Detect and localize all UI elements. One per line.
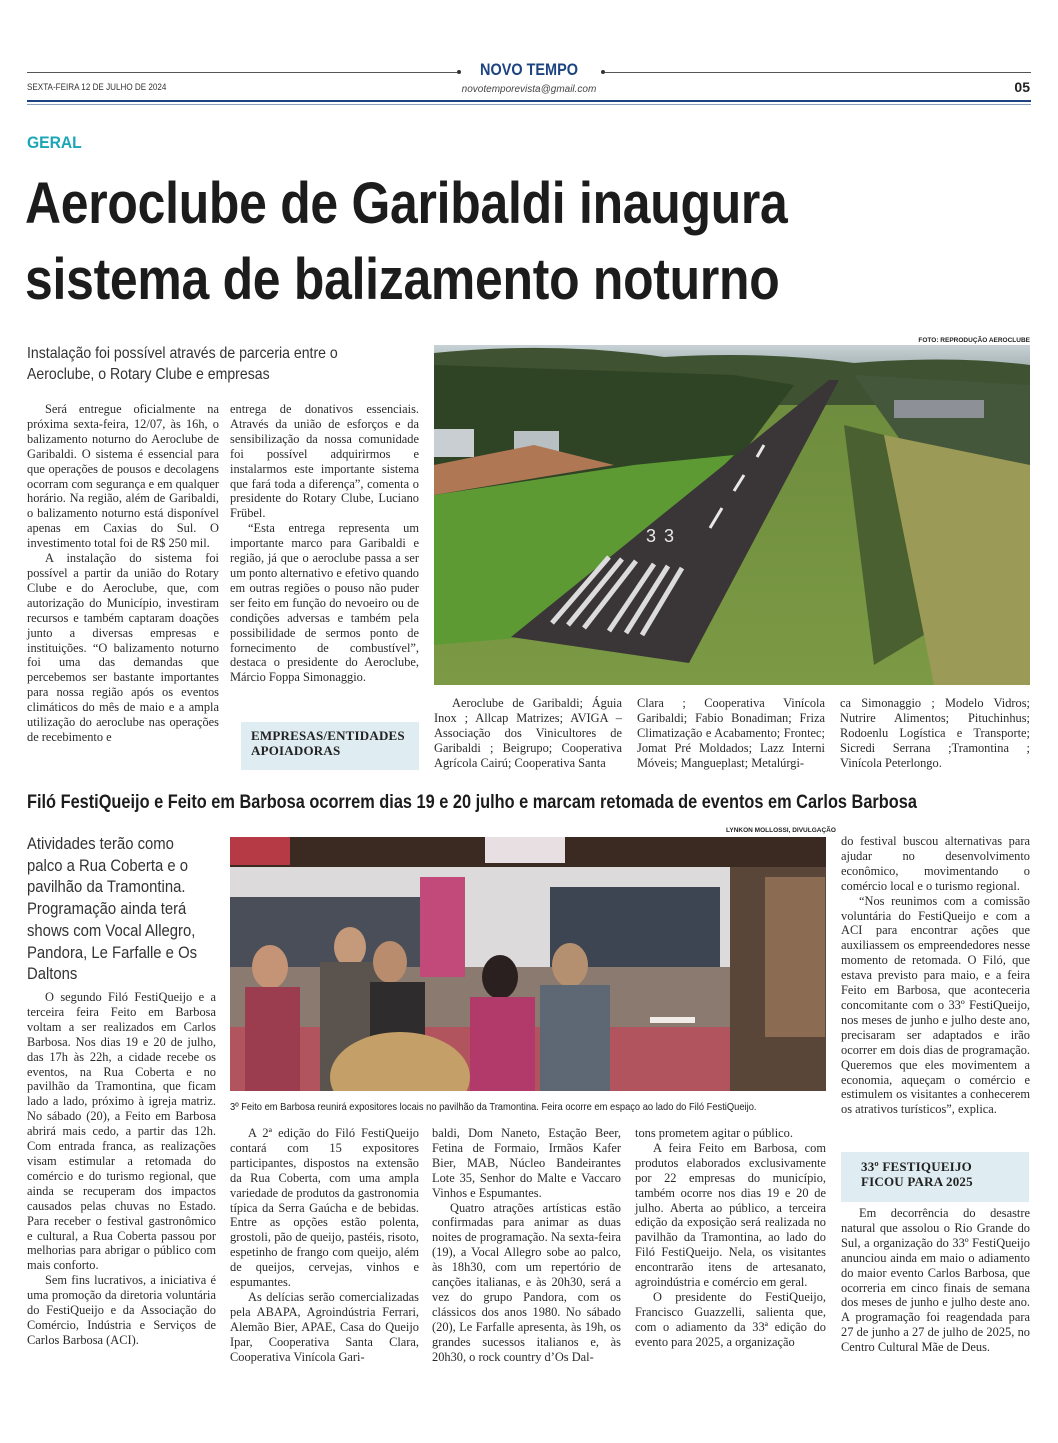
header-divider (27, 100, 1031, 102)
paragraph: Quatro atrações artísticas estão confirmadas para animar as duas noites de programação. Na sexta-feira (19), a Vocal Allegro sobe ao palco, às 18h30, com um repertório de canções italianas, e às 20h30, será a vez do grupo Pandora, com os clássicos dos anos 1980. No sábado (20), Le Farfalle apresenta, às 19h, os grandes sucessos italianos e, às 20h30, o rock country d’Os Dal- (432, 1200, 621, 1364)
runway-aerial-photo (434, 345, 1030, 685)
article2-photo-credit: LYNKON MOLLOSSI, DIVULGAÇÃO (726, 827, 836, 834)
article2-column-5 (841, 834, 1030, 1117)
paragraph: tons prometem agitar o público. (635, 1126, 793, 1140)
paragraph: do festival buscou alternativas para ajudar no desenvolvimento econômico, movimentando o comércio local e o turismo regional. (841, 834, 1030, 893)
supporters-box-title: EMPRESAS/ENTIDADES APOIADORAS (251, 728, 405, 758)
paragraph: O presidente do FestiQueijo, Francisco Guazzelli, salienta que, com o adiamento da 33ª edição do evento para 2025, a organização (635, 1289, 826, 1349)
supporters-list-col-3: ca Simonaggio ; Modelo Vidros; Nutrire Alimentos; Pituchinhus; Rodoenlu Logística e Transporte; Sicredi Serrana ;Tramontina ; Vinícola Peterlongo. (840, 696, 1030, 770)
article1-photo-credit: FOTO: REPRODUÇÃO AEROCLUBE (918, 337, 1030, 344)
supporters-list-col-2: Clara ; Cooperativa Vinícola Garibaldi; Fabio Bonadiman; Friza Climatização e Acabamento; Frontec; Jomat Pré Moldados; Lazz Interni Móveis; Mangueplast; Metalúrgi- (637, 696, 825, 770)
paragraph: O segundo Filó FestiQueijo e a terceira feira Feito em Barbosa voltam a ser realizados em Carlos Barbosa. Nos dias 19 e 20 de julho, das 17h às 22h, a cidade recebe os eventos, na Rua Coberta e no pavilhão da Tramontina, que ficam lado a lado, próximo à igreja matriz. No sábado (20), a Feito em Barbosa abrirá mais cedo, a partir das 12h. Com entrada franca, as realizações visam estimular a retomada do comércio e do turismo regional, que ainda se recuperam dos impactos causados pelas chuvas no Estado. Para receber o festival gastronômico e cultural, a Rua Coberta passou por melhorias para abrigar o público com mais conforto. (27, 990, 216, 1273)
runway-photo-illustration (434, 345, 1030, 685)
article1-subhead: Instalação foi possível através de parceria entre o Aeroclube, o Rotary Clube e empresas (27, 345, 338, 383)
article1-headline-line1: Aeroclube de Garibaldi inaugura (25, 171, 788, 236)
paragraph: A feira Feito em Barbosa, com produtos elaborados exclusivamente por 22 empresas do município, também ocorre nos dias 19 e 20 de julho. Aberta ao público, a terceira edição da exposição será realizada no pavilhão da Tramontina, ao lado do Filó FestiQueijo. Nela, os visitantes encontrarão itens de artesanato, agroindústria e comércio em geral. (635, 1140, 826, 1290)
supporters-list-col-1: Aeroclube de Garibaldi; Águia Inox ; Allcap Matrizes; AVIGA – Associação dos Vinicultores de Garibaldi ; Beigrupo; Cooperativa Agrícola Cairú; Cooperativa Santa (434, 696, 622, 770)
paragraph: A instalação do sistema foi possível a partir da união do Rotary Clube e do Aeroclube, que, com autorização do Município, investiram recursos e também captaram doações junto a diversas empresas e instituições. “O balizamento noturno foi uma das demandas que percebemos ser bastante importantes para nossa região após os eventos climáticos do mês de maio e a ampla utilização do aeroclube nas operações de recebimento e (27, 551, 219, 744)
paragraph: Em decorrência do desastre natural que assolou o Rio Grande do Sul, a organização do 33º FestiQueijo anunciou ainda em maio o adiamento do maior evento Carlos Barbosa, que ocorreria em cinco finais de semana dos meses de junho e julho deste ano. A programação foi reagendada para 27 de junho a 27 de julho de 2025, no Centro Cultural Mãe de Deus. (841, 1206, 1030, 1355)
article2-column-4 (635, 1126, 826, 1350)
paragraph: As delícias serão comercializadas pela ABAPA, Agroindústria Ferrari, Alemão Bier, APAE, Casa do Queijo Ipar, Cooperativa Santa Clara, Cooperativa Vinícola Gari- (230, 1289, 419, 1364)
article1-headline-line2: sistema de balizamento noturno (25, 247, 780, 312)
publication-email[interactable]: novotemporevista@gmail.com (461, 84, 597, 95)
article2-column-3 (432, 1126, 621, 1365)
article1-column-1 (27, 402, 219, 745)
festiqueijo-box-text (841, 1206, 1030, 1355)
paragraph: baldi, Dom Naneto, Estação Beer, Fetina de Formaio, Irmãos Kafer Bier, MAB, Núcleo Bandeirantes Lote 35, Senhor do Malte e Vaccaro Vinhos e Espumantes. (432, 1126, 621, 1200)
page-number: 05 (1014, 79, 1030, 95)
festiqueijo-box (841, 1152, 1029, 1202)
article2-subhead: Atividades terão como palco a Rua Coberta e o pavilhão da Tramontina. Programação ainda terá shows com Vocal Allegro, Pandora, Le Farfalle e Os Daltons (27, 835, 198, 984)
paragraph: A 2ª edição do Filó FestiQueijo contará com 15 expositores participantes, dispostos na extensão da Rua Coberta, com uma ampla variedade de produtos da gastronomia típica da Serra Gaúcha e de bebidas. Entre as opções estão polenta, grostoli, pão de queijo, pastéis, risoto, espetinho de frango com queijo, além de queijos, cervejas, vinhos e espumantes. (230, 1126, 419, 1290)
section-label: GERAL (27, 133, 82, 152)
paragraph: “Nos reunimos com a comissão voluntária do FestiQueijo e com a ACI para encontrar ações que auxiliassem os empreendedores nesse momento de retomada. O Filó, que estava previsto para maio, e a feira Feito em Barbosa, que aconteceria concomitante com o 33º FestiQueijo, nos meses de junho e julho deste ano, precisaram ser adaptados e irão ocorrer em dois dias de programação. Queremos que eles movimentem a economia, aqueçam o comércio e estimulem os visitantes a conhecerem os atrativos turísticos”, explica. (841, 893, 1030, 1117)
paragraph: “Esta entrega representa um importante marco para Garibaldi e região, já que o aeroclube passa a ser um ponto alternativo e efetivo quando em outras regiões o pouso não puder ser feito em função do nevoeiro ou de condições adversas e também pela possibilidade de sermos ponto de fornecimento de combustível”, destaca o presidente do Aeroclube, Márcio Foppa Simonaggio. (230, 521, 419, 685)
header-divider-thin (27, 104, 1031, 105)
article1-headline (25, 166, 894, 318)
publication-name: NOVO TEMPO (480, 60, 578, 79)
paragraph: entrega de donativos essenciais. Através da união de esforços e da sensibilização da nossa comunidade foi possível adquirirmos e instalarmos este importante sistema que fará toda a diferença”, comenta o presidente do Rotary Clube, Luciano Frübel. (230, 402, 419, 521)
fair-photo (230, 837, 826, 1091)
article2-photo-caption: 3º Feito em Barbosa reunirá expositores locais no pavilhão da Tramontina. Feira ocorre em espaço ao lado do Filó FestiQueijo. (230, 1101, 757, 1113)
supporters-box (241, 722, 419, 770)
article2-column-2 (230, 1126, 419, 1365)
issue-date: SEXTA-FEIRA 12 DE JULHO DE 2024 (27, 82, 167, 92)
article1-column-2 (230, 402, 419, 685)
paragraph: Será entregue oficialmente na próxima sexta-feira, 12/07, às 16h, o balizamento noturno do Aeroclube de Garibaldi. O sistema é essencial para que operações de pousos e decolagens ocorram com segurança e em qualquer horário. Na região, além de Garibaldi, o balizamento noturno está disponível apenas em Caxias do Sul. O investimento total foi de R$ 250 mil. (27, 402, 219, 551)
fair-photo-illustration (230, 837, 826, 1091)
runway-number: 33 (646, 526, 683, 546)
article2-column-1 (27, 990, 216, 1348)
article2-headline: Filó FestiQueijo e Feito em Barbosa ocorrem dias 19 e 20 julho e marcam retomada de eventos em Carlos Barbosa (27, 792, 917, 813)
paragraph: Sem fins lucrativos, a iniciativa é uma promoção da diretoria voluntária do FestiQueijo e da Associação do Comércio, Indústria e Serviços de Carlos Barbosa (ACI). (27, 1273, 216, 1347)
festiqueijo-box-title: 33º FESTIQUEIJO FICOU PARA 2025 (861, 1159, 973, 1189)
